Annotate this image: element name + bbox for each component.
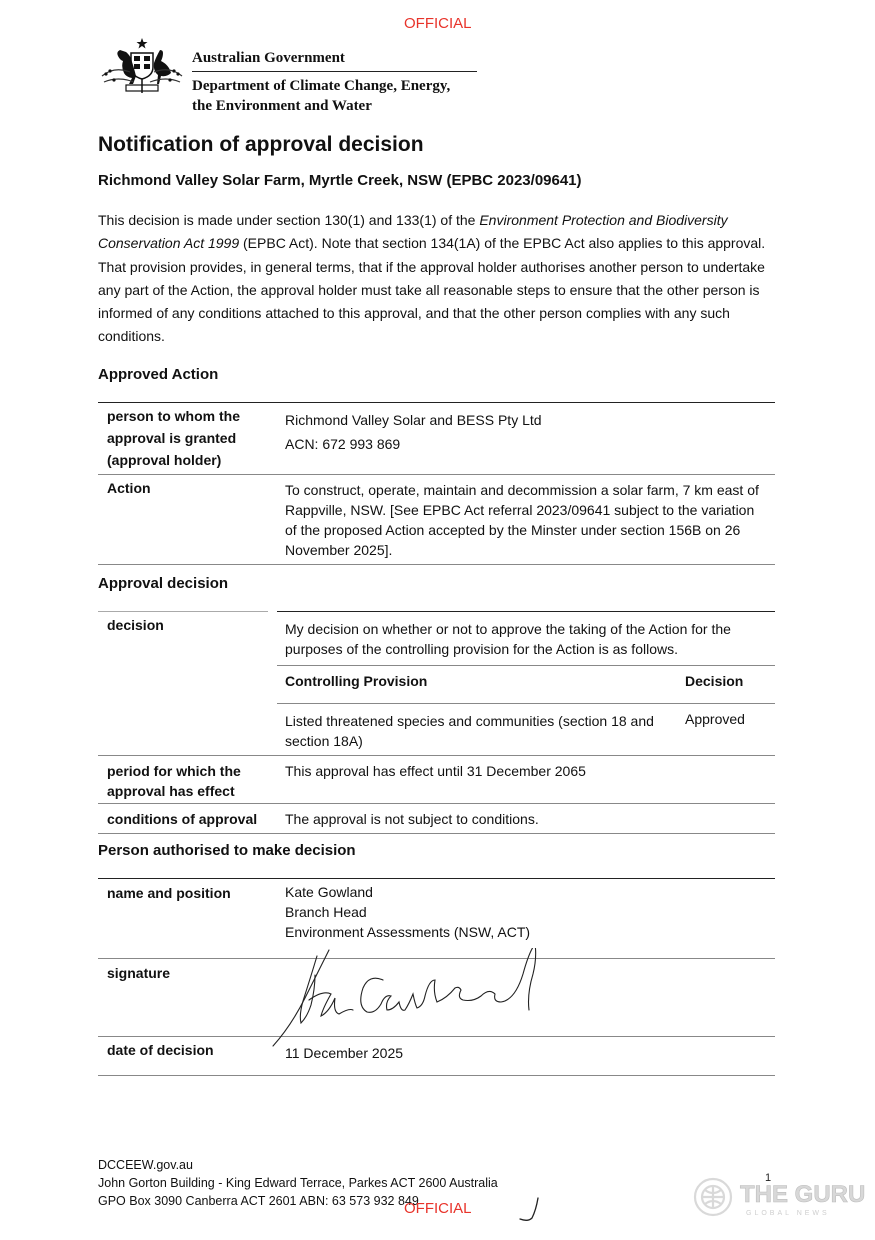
handwritten-mark (516, 1196, 542, 1224)
approval-holder-acn: ACN: 672 993 869 (285, 436, 401, 452)
authoriser-position: Branch Head (285, 904, 367, 920)
provisions-header-decision: Decision (685, 673, 744, 689)
label-signature: signature (107, 965, 171, 981)
label-period: period for which the approval has effect (107, 763, 241, 799)
classification-marking-top: OFFICIAL (404, 15, 472, 32)
value-period: This approval has effect until 31 December 2065 (285, 763, 586, 779)
act-name: Environment Protection and Biodiversity Conservation Act 1999 (98, 212, 728, 252)
table-row-approval-holder (98, 403, 775, 475)
approval-decision-table (98, 611, 775, 834)
table-row-decision (98, 611, 775, 756)
provision-name: Listed threatened species and communities (section 18 and section 18A) (285, 713, 654, 749)
authoriser-name: Kate Gowland (285, 884, 373, 900)
department-name (192, 76, 477, 116)
government-name: Australian Government (192, 48, 477, 72)
provision-decision: Approved (685, 711, 745, 727)
label-text: person to whom the approval is granted (approval holder) (107, 408, 240, 468)
label-conditions: conditions of approval (107, 811, 258, 827)
table-row-action (98, 475, 775, 565)
approved-action-table (98, 402, 775, 565)
section-heading-approved-action: Approved Action (98, 366, 219, 383)
value-conditions: The approval is not subject to conditions. (285, 811, 539, 827)
value-action: To construct, operate, maintain and decommission a solar farm, 7 km east of Rappville, NSW. [See EPBC Act referral 2023/09641 subject to the variation of the proposed Action accepted by the Minster under section 156B on 26 November 2025]. (285, 482, 759, 558)
watermark-brand: THE GURU (740, 1181, 865, 1208)
intro-text-2: (EPBC Act). Note that section 134(1A) of the EPBC Act also applies to this approval. That provision provides, in general terms, that if the approval holder authorises another person to undertake any part of the Action, the approval holder must take all reasonable steps to ensure that the other person is informed of any conditions attached to this approval, and that the other person complies with any such conditions. (98, 235, 766, 345)
footer-website: DCCEEW.gov.au (98, 1158, 193, 1172)
decision-statement-row (277, 612, 775, 666)
provisions-header-provision: Controlling Provision (285, 673, 428, 689)
section-heading-approval-decision: Approval decision (98, 575, 229, 592)
document-title: Notification of approval decision (98, 133, 424, 156)
label-approval-holder (98, 403, 277, 475)
intro-text-1: This decision is made under section 130(1) and 133(1) of the (98, 212, 480, 228)
label-date: date of decision (107, 1042, 214, 1058)
table-row-conditions (98, 804, 775, 834)
label-action: Action (107, 480, 151, 496)
decision-statement: My decision on whether or not to approve the taking of the Action for the purposes of the controlling provision for the Action is as follows. (285, 621, 731, 657)
classification-marking-bottom: OFFICIAL (404, 1200, 472, 1217)
footer-address: John Gorton Building - King Edward Terrace, Parkes ACT 2600 Australia (98, 1176, 498, 1190)
government-header (192, 48, 477, 116)
provisions-header-row (277, 666, 775, 704)
approval-holder-name: Richmond Valley Solar and BESS Pty Ltd (285, 412, 542, 428)
provision-row (277, 704, 775, 756)
table-row-period (98, 756, 775, 804)
document-subtitle: Richmond Valley Solar Farm, Myrtle Creek, NSW (EPBC 2023/09641) (98, 172, 582, 189)
label-decision: decision (107, 617, 164, 633)
decision-detail (277, 611, 775, 756)
footer-postal: GPO Box 3090 Canberra ACT 2601 ABN: 63 573 932 849 (98, 1194, 419, 1208)
table-row-name-position (98, 879, 775, 959)
intro-paragraph (98, 209, 778, 349)
section-heading-authorised-person: Person authorised to make decision (98, 842, 356, 859)
department-name-line-1: Department of Climate Change, Energy, (192, 78, 451, 94)
authoriser-branch: Environment Assessments (NSW, ACT) (285, 924, 531, 940)
value-name-position (277, 879, 775, 959)
watermark-tagline: GLOBAL NEWS (746, 1210, 830, 1217)
coat-of-arms-icon (98, 36, 186, 98)
value-date: 11 December 2025 (285, 1045, 404, 1061)
handwritten-signature (265, 948, 555, 1048)
department-name-line-2: the Environment and Water (192, 98, 372, 114)
decision-nested-table (277, 611, 775, 755)
watermark-logo (690, 1172, 865, 1222)
value-approval-holder (277, 403, 775, 475)
page-number: 1 (765, 1172, 772, 1184)
label-name-position: name and position (107, 885, 231, 901)
